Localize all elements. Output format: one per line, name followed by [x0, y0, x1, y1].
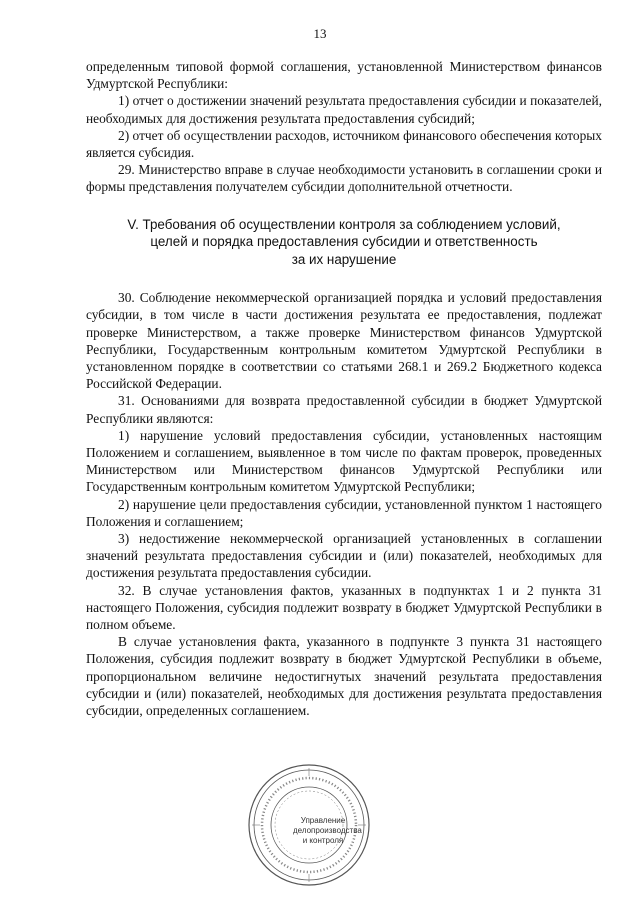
stamp-text: Управление делопроизводства и контроля [293, 816, 362, 845]
paragraph: 1) отчет о достижении значений результата предоставления субсидии и показателей, необходимых для достижения результата предоставления субсидий; [86, 93, 602, 126]
heading-line: V. Требования об осуществлении контроля за соблюдением условий, [127, 216, 561, 232]
section-heading [86, 216, 602, 269]
page-number: 13 [313, 26, 327, 41]
heading-line: за их нарушение [291, 251, 397, 267]
paragraph: определенным типовой формой соглашения, установленной Министерством финансов Удмуртской Республики: [86, 59, 602, 92]
paragraph: 30. Соблюдение некоммерческой организацией порядка и условий предоставления субсидии, в том числе в части достижения результата ее предоставления, подлежат проверке Министерством, а также проверке Министерством финансов Удмуртской Республики, Государственным контрольным комитетом Удмуртской Республики в установленном порядке в соответствии со статьями 268.1 и 269.2 Бюджетного кодекса Российской Федерации. [86, 290, 602, 392]
paragraph: 32. В случае установления фактов, указанных в подпунктах 1 и 2 пункта 31 настоящего Положения, субсидия подлежит возврату в бюджет Удмуртской Республики в полном объеме. [86, 582, 602, 632]
document-body [86, 58, 602, 719]
paragraph: 31. Основаниями для возврата предоставленной субсидии в бюджет Удмуртской Республики являются: [86, 393, 602, 426]
paragraph: 2) отчет об осуществлении расходов, источником финансового обеспечения которых является субсидия. [86, 127, 602, 161]
paragraph: 1) нарушение условий предоставления субсидии, установленных настоящим Положением и соглашением, выявленное в том числе по фактам проверок, проведенных Министерством или Министерством финансов Удмуртской Республики или Государственным контрольным комитетом Удмуртской Республики; [86, 427, 602, 495]
paragraph: 29. Министерство вправе в случае необходимости установить в соглашении сроки и формы представления получателем субсидии дополнительной отчетности. [86, 162, 602, 195]
paragraph: 2) нарушение цели предоставления субсидии, установленной пунктом 1 настоящего Положения и соглашением; [86, 496, 602, 529]
paragraph: В случае установления факта, указанного в подпункте 3 пункта 31 настоящего Положения, субсидия подлежит возврату в бюджет Удмуртской Республики в объеме, пропорциональном величине недостигнутых значений результата предоставления субсидии и (или) показателей, необходимых для достижения результата предоставления субсидии, определенных соглашением. [86, 634, 602, 718]
paragraph: 3) недостижение некоммерческой организацией установленных в соглашении значений результата предоставления субсидии и (или) показателей, необходимых для достижения результата предоставления субсидии. [86, 530, 602, 581]
heading-line: целей и порядка предоставления субсидии и ответственность [150, 234, 538, 250]
